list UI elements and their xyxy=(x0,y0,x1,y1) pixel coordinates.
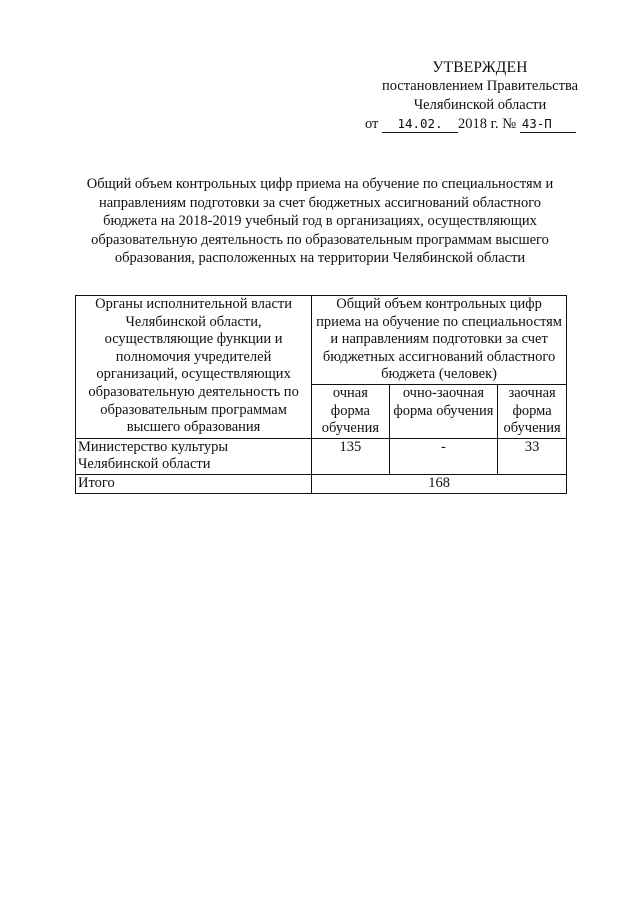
total-row xyxy=(76,474,567,493)
column-header-authorities: Органы исполнительной власти Челябинской области, осуществляющие функции и полномочия учредителей организаций, осуществляющих образовательную деятельность по образовательным программам высшего образования xyxy=(76,296,312,439)
column-group-header: Общий объем контрольных цифр приема на обучение по специальностям и направлениям подготовки за счет бюджетных ассигнований областного бюджета (человек) xyxy=(312,296,567,385)
table-header-row xyxy=(76,296,567,385)
approval-line-1: постановлением Правительства xyxy=(381,78,579,94)
table-row xyxy=(76,438,567,474)
cell-part-time: - xyxy=(389,438,498,474)
subheader-correspondence: заочная форма обучения xyxy=(498,384,567,438)
total-value: 168 xyxy=(312,474,567,493)
year-text: 2018 г. № xyxy=(458,116,517,132)
handwritten-date: 14.02. xyxy=(382,116,458,133)
quota-table xyxy=(75,295,567,494)
cell-full-time: 135 xyxy=(312,438,390,474)
document-title: Общий объем контрольных цифр приема на обучение по специальностям и направлениям подготовки за счет бюджетных ассигнований областного бюджета на 2018-2019 учебный год в организациях, осуществляющих образовательную деятельность по образовательным программам высшего образования, расположенных на территории Челябинской области xyxy=(86,176,554,267)
from-prefix: от xyxy=(365,116,379,132)
subheader-full-time: очная форма обучения xyxy=(312,384,390,438)
total-label: Итого xyxy=(76,474,312,493)
handwritten-number: 43-П xyxy=(520,116,576,133)
row-authority-name: Министерство культуры Челябинской области xyxy=(76,438,312,474)
approval-line-2: Челябинской области xyxy=(413,97,547,113)
cell-correspondence: 33 xyxy=(498,438,567,474)
approval-date-line xyxy=(360,115,600,134)
approval-heading: УТВЕРЖДЕН xyxy=(432,59,528,76)
approval-block xyxy=(360,58,600,134)
subheader-part-time: очно-заочная форма обучения xyxy=(389,384,498,438)
